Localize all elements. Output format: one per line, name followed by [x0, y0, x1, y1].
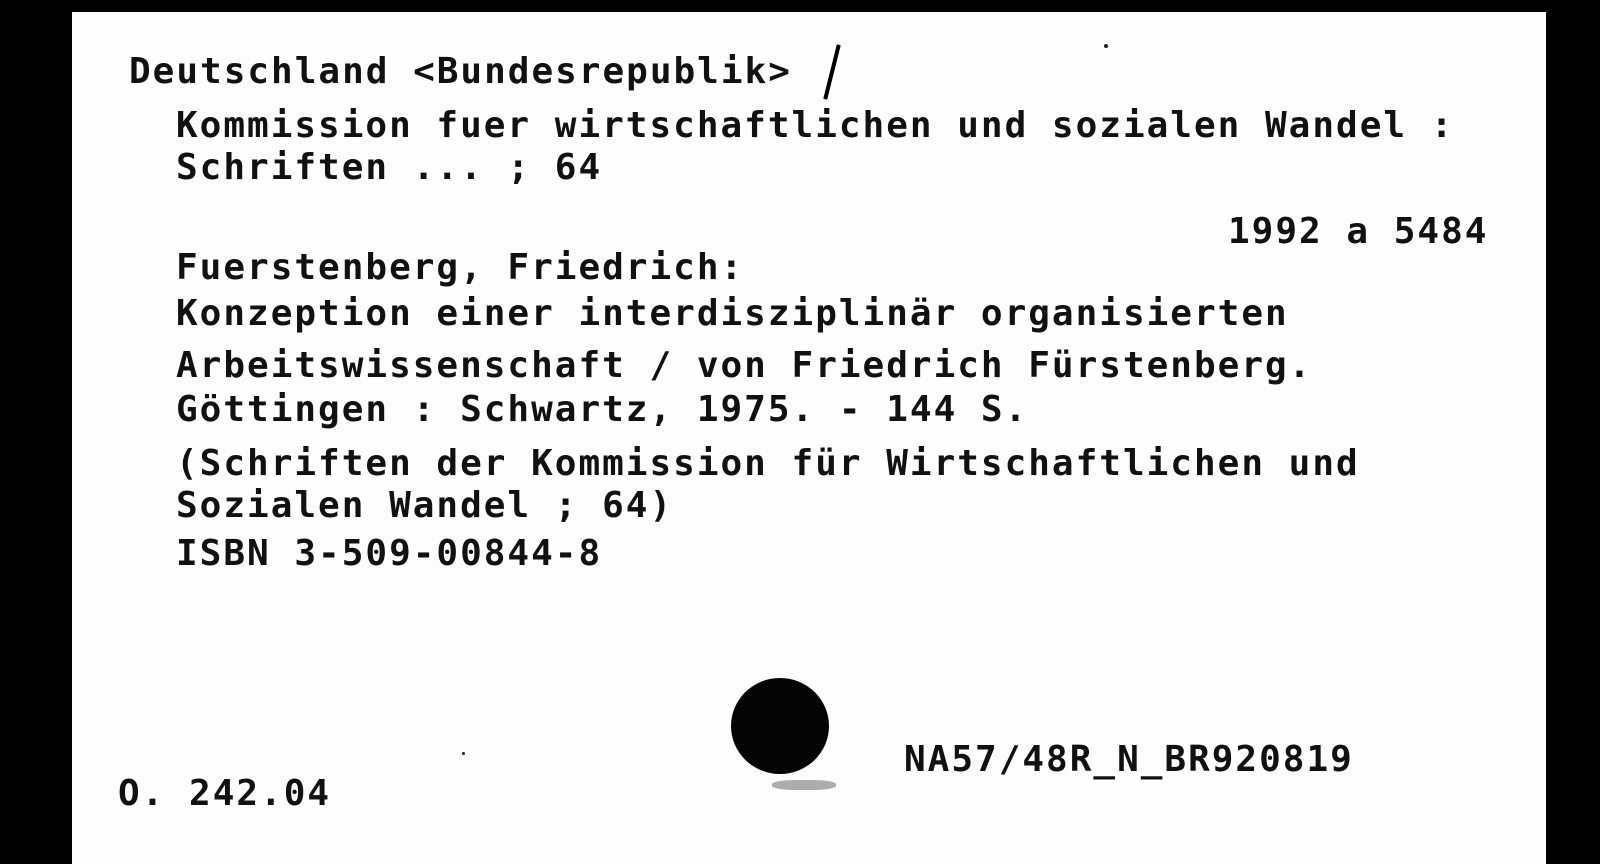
series-note-line-2: Sozialen Wandel ; 64) [176, 485, 674, 526]
shelfmark: 1992 a 5484 [1228, 211, 1489, 252]
commission-name: Kommission fuer wirtschaftlichen und sozialen Wandel : [176, 105, 1455, 146]
handwritten-slash-mark [823, 44, 840, 99]
catalog-card [72, 12, 1546, 864]
scan-border-right [1546, 0, 1600, 864]
scan-border-top [0, 0, 1600, 12]
classification-number: O. 242.04 [118, 773, 332, 814]
author: Fuerstenberg, Friedrich: [176, 247, 745, 288]
speck [1104, 44, 1108, 48]
isbn: ISBN 3-509-00844-8 [176, 533, 603, 574]
series-heading: Schriften ... ; 64 [176, 147, 603, 188]
punch-hole [731, 678, 829, 774]
scan-border-left [0, 0, 72, 864]
scan-identifier: NA57/48R_N_BR920819 [904, 739, 1354, 780]
imprint: Göttingen : Schwartz, 1975. - 144 S. [176, 389, 1029, 430]
hole-debris [772, 780, 836, 790]
speck [462, 752, 465, 755]
title-line-1: Konzeption einer interdisziplinär organisierten [176, 293, 1289, 334]
title-line-2: Arbeitswissenschaft / von Friedrich Fürstenberg. [176, 345, 1313, 386]
corporate-author: Deutschland <Bundesrepublik> [129, 51, 792, 92]
series-note-line-1: (Schriften der Kommission für Wirtschaftlichen und [176, 443, 1360, 484]
